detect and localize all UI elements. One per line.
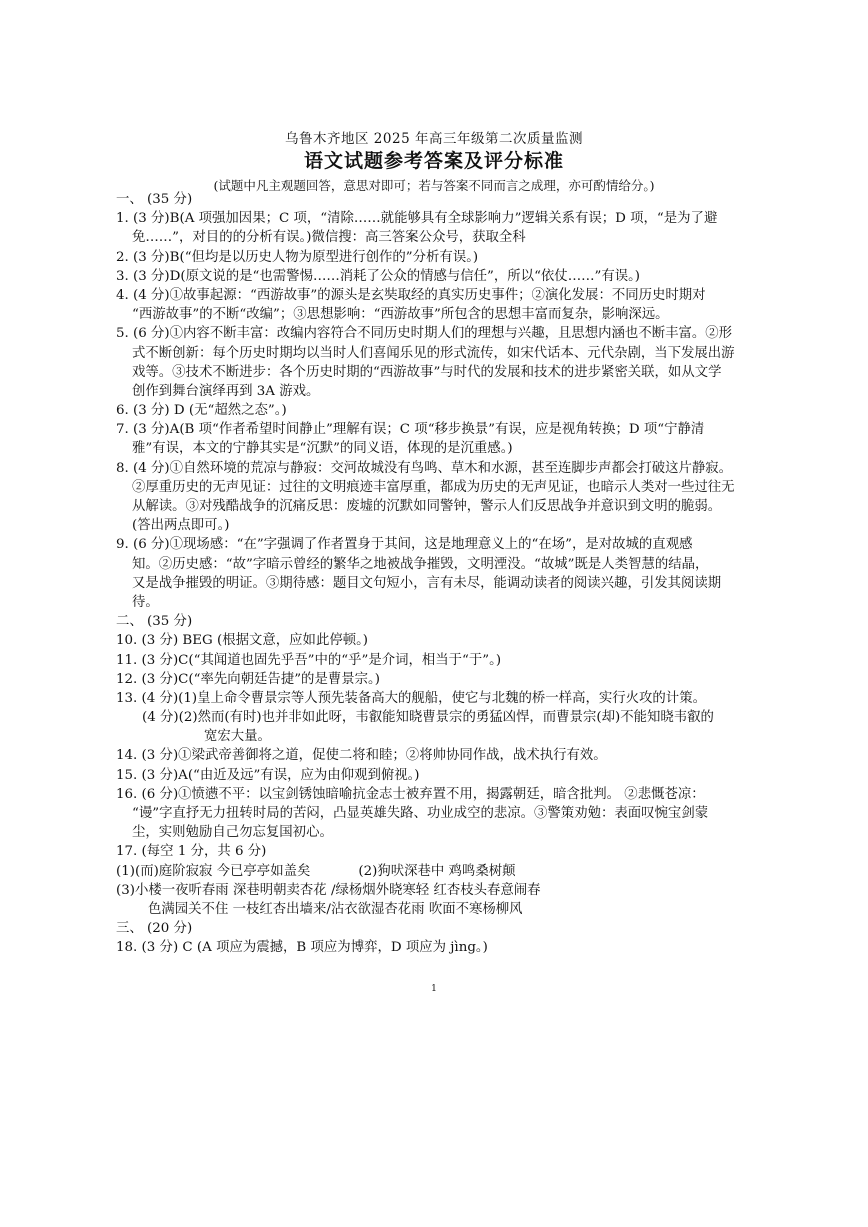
section-heading: 一、 (35 分) (116, 192, 193, 207)
section-heading: 二、 (35 分) (116, 614, 193, 630)
answer-line: 13. (4 分)(1)皇上命令曹景宗等人预先装备高大的舰船，使它与北魏的桥一样高，实行火攻的计策。 (116, 690, 706, 706)
answer-line: 1. (3 分)B(A 项强加因果；C 项，“清除……就能够具有全球影响力”逻辑关系有误；D 项，“是为了避 (116, 211, 718, 227)
answer-line: 雅”有误，本文的宁静其实是“沉默”的同义语，体现的是沉重感。) (132, 441, 513, 457)
answer-line: 戏等。③技术不断进步：各个历史时期的“西游故事”与时代的发展和技术的进步紧密关联，如从文学 (132, 364, 722, 380)
answer-line: 宽宏大量。 (204, 729, 271, 745)
answer-line: 18. (3 分) C (A 项应为震撼，B 项应为博弈，D 项应为 jìng。) (116, 940, 488, 956)
answer-line: 11. (3 分)C(“其闻道也固先乎吾”中的“乎”是介词，相当于“于”。) (116, 652, 502, 668)
answer-line: 尘，实则勉励自己勿忘复国初心。 (132, 825, 333, 841)
answer-body (116, 190, 758, 958)
answer-line: 色满园关不住 一枝红杏出墙来/沾衣欲湿杏花雨 吹面不寒杨柳风 (148, 901, 523, 917)
section-heading: 三、 (20 分) (116, 921, 193, 937)
answer-line: “西游故事”的不断“改编”；③思想影响：“西游故事”所包含的思想丰富而复杂，影响深远。 (132, 307, 669, 323)
grading-note: (试题中凡主观题回答，意思对即可；若与答案不同而言之成理，亦可酌情给分。) (213, 178, 655, 193)
answer-line: 又是战争摧毁的明证。③期待感：题目文句短小，言有未尽，能调动读者的阅读兴趣，引发其阅读期 (132, 575, 722, 591)
answer-line: 15. (3 分)A(“由近及远”有误，应为由仰观到俯视。) (116, 767, 420, 783)
answer-line: 16. (6 分)①愤懑不平：以宝剑锈蚀暗喻抗金志士被弃置不用，揭露朝廷，暗含批判。 ②悲慨苍凉： (116, 786, 705, 802)
answer-line: 从解读。③对残酷战争的沉痛反思：废墟的沉默如同警钟，警示人们反思战争并意识到文明的脆弱。 (132, 499, 722, 514)
page-number: 1 (431, 984, 437, 994)
answer-line: (4 分)(2)然而(有时)也并非如此呀，韦叡能知晓曹景宗的勇猛凶悍，而曹景宗(却)不能知晓韦叡的 (142, 710, 714, 726)
answer-line: (3)小楼一夜听春雨 深巷明朝卖杏花 /绿杨烟外晓寒轻 红杏枝头春意闹春 (116, 882, 541, 898)
answer-line: 9. (6 分)①现场感：“在”字强调了作者置身于其间，这是地理意义上的“在场”，是对故城的直观感 (116, 537, 693, 553)
answer-line: 2. (3 分)B(“但均是以历史人物为原型进行创作的”分析有误。) (116, 249, 479, 265)
answer-line: (答出两点即可。) (132, 518, 230, 534)
answer-line: 10. (3 分) BEG (根据文意，应如此停顿。) (116, 633, 369, 649)
answer-line: 12. (3 分)C(“率先向朝廷告捷”的是曹景宗。) (116, 671, 380, 687)
answer-line: 17. (每空 1 分，共 6 分) (116, 844, 267, 860)
answer-key-title: 语文试题参考答案及评分标准 (303, 150, 564, 172)
answer-line: ②厚重历史的无声见证：过往的文明痕迹丰富厚重，都成为历史的无声见证，也暗示人类对一些过往无 (132, 479, 735, 495)
answer-line (116, 862, 758, 881)
exam-title: 乌鲁木齐地区 2025 年高三年级第二次质量监测 (285, 131, 583, 147)
answer-line: 3. (3 分)D(原文说的是“也需警惕……消耗了公众的情感与信任”，所以“依仗……”有误。) (116, 268, 641, 284)
answer-line: 5. (6 分)①内容不断丰富：改编内容符合不同历史时期人们的理想与兴趣，且思想内涵也不断丰富。②形 (116, 326, 733, 342)
answer-line: “谩”字直抒无力扭转时局的苦闷，凸显英雄失路、功业成空的悲凉。③警策劝勉：表面叹惋宝剑蒙 (132, 806, 709, 821)
answer-line: 7. (3 分)A(B 项“作者希望时间静止”理解有误；C 项“移步换景”有误，应是视角转换；D 项“宁静清 (116, 422, 705, 438)
blank-answer-1: (1)(而)庭阶寂寂 今已亭亭如盖矣 (116, 863, 311, 879)
answer-line: 6. (3 分) D (无“超然之态”。) (116, 403, 287, 419)
answer-line: 免……”，对目的的分析有误。)微信搜：高三答案公众号，获取全科 (132, 230, 526, 246)
answer-line: 4. (4 分)①故事起源：“西游故事”的源头是玄奘取经的真实历史事件；②演化发展：不同历史时期对 (116, 287, 706, 303)
answer-line: 创作到舞台演绎再到 3A 游戏。 (132, 383, 320, 399)
answer-line: 知。②历史感：“故”字暗示曾经的繁华之地被战争摧毁，文明湮没。“故城”既是人类智慧的结晶， (132, 556, 709, 572)
blank-answer-2: (2)狗吠深巷中 鸡鸣桑树颠 (358, 863, 516, 879)
answer-line: 式不断创新：每个历史时期均以当时人们喜闻乐见的形式流传，如宋代话本、元代杂剧，当下发展出游 (132, 345, 735, 361)
answer-line: 8. (4 分)①自然环境的荒凉与静寂：交河故城没有鸟鸣、草木和水源，甚至连脚步声都会打破这片静寂。 (116, 460, 733, 476)
answer-line: 14. (3 分)①梁武帝善御将之道，促使二将和睦；②将帅协同作战，战术执行有效。 (116, 748, 607, 764)
answer-line: 待。 (132, 594, 159, 610)
